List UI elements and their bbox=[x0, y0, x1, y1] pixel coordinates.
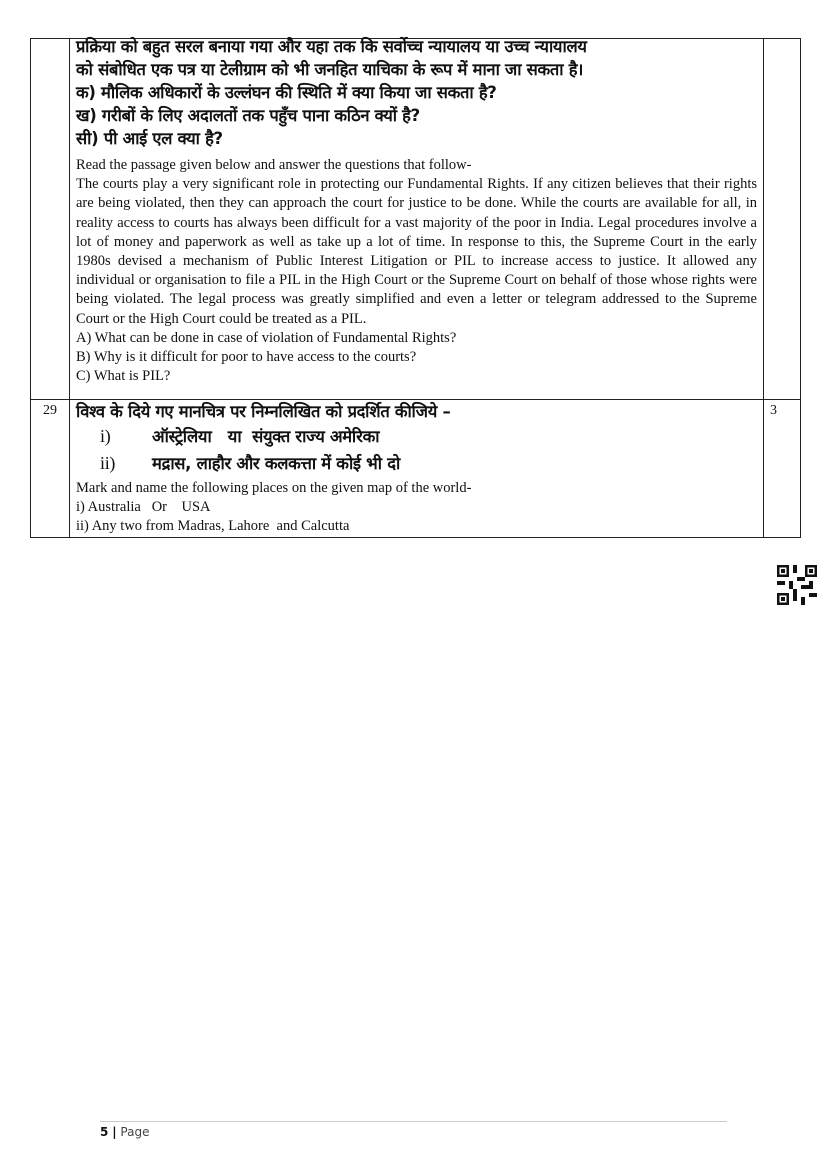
item-label: ii) bbox=[100, 453, 116, 473]
item-label: i) bbox=[100, 426, 111, 446]
hindi-line: सी) पी आई एल क्या है? bbox=[76, 129, 223, 148]
question-number: 29 bbox=[31, 400, 70, 538]
qr-code-icon bbox=[777, 565, 817, 605]
hindi-line: को संबोधित एक पत्र या टेलीग्राम को भी जनहित याचिका के रूप में माना जा सकता है। bbox=[76, 60, 584, 79]
question-content bbox=[70, 39, 764, 400]
english-question: A) What can be done in case of violation of Fundamental Rights? bbox=[76, 329, 457, 346]
english-question: B) Why is it difficult for poor to have access to the courts? bbox=[76, 349, 417, 366]
english-question: C) What is PIL? bbox=[76, 368, 171, 385]
hindi-title: विश्व के दिये गए मानचित्र पर निम्नलिखित को प्रदर्शित कीजिये – bbox=[76, 402, 451, 421]
english-item: i) Australia Or USA bbox=[76, 499, 211, 516]
hindi-line: ख) गरीबों के लिए अदालतों तक पहुँच पाना कठिन क्यों है? bbox=[76, 106, 420, 125]
english-instruction: Read the passage given below and answer the questions that follow- bbox=[76, 157, 472, 173]
question-number bbox=[31, 39, 70, 400]
item-text: ऑस्ट्रेलिया या संयुक्त राज्य अमेरिका bbox=[152, 427, 380, 446]
hindi-item bbox=[100, 423, 757, 450]
hindi-line: प्रक्रिया को बहुत सरल बनाया गया और यहा तक कि सर्वोच्च न्यायालय या उच्च न्यायालय bbox=[76, 37, 587, 56]
item-text: मद्रास, लाहौर और कलकत्ता में कोई भी दो bbox=[152, 454, 400, 473]
page-label: Page bbox=[120, 1125, 150, 1139]
marks bbox=[764, 39, 801, 400]
english-passage: The courts play a very significant role in protecting our Fundamental Rights. If any citizen believes that their rights are being violated, then they can approach the court for justice to be done. While the courts are available for all, in reality access to courts has always been difficult for a vast majority of the poor in India. Legal procedures involve a lot of money and paperwork as well as take up a lot of time. In response to this, the Supreme Court in the early 1980s devised a mechanism of Public Interest Litigation or PIL to increase access to justice. It allowed any individual or organisation to file a PIL in the High Court or the Supreme Court on behalf of those whose rights were being violated. The legal process was greatly simplified and even a letter or telegram addressed to the Supreme Court or the High Court could be treated as a PIL. bbox=[76, 176, 757, 327]
english-instruction: Mark and name the following places on the given map of the world- bbox=[76, 480, 472, 496]
table-row bbox=[31, 39, 801, 400]
hindi-item bbox=[100, 450, 757, 477]
footer-divider bbox=[100, 1121, 727, 1122]
page-footer bbox=[100, 1125, 149, 1139]
footer-separator: | bbox=[112, 1125, 117, 1139]
question-table bbox=[30, 38, 801, 538]
english-item: ii) Any two from Madras, Lahore and Calcutta bbox=[76, 518, 350, 535]
hindi-line: क) मौलिक अधिकारों के उल्लंघन की स्थिति में क्या किया जा सकता है? bbox=[76, 83, 497, 102]
page-number: 5 bbox=[100, 1125, 109, 1139]
marks: 3 bbox=[764, 400, 801, 538]
table-row bbox=[31, 400, 801, 538]
question-content bbox=[70, 400, 764, 538]
